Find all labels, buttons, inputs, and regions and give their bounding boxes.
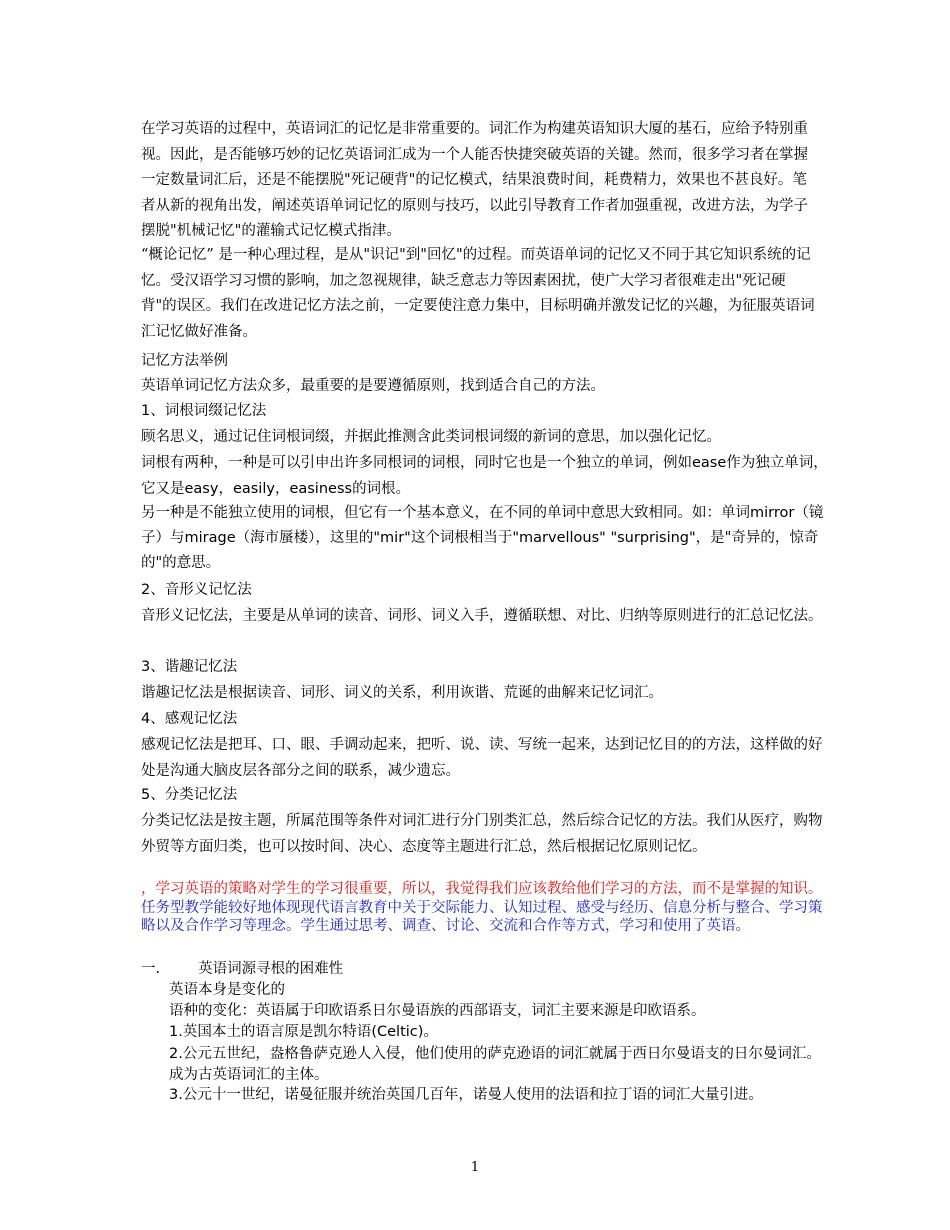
text-run: 公元十一世纪，诺曼征服并统治英国几百年，诺曼人使用的法语和拉丁语的词汇大量引进。 [182,1087,763,1103]
method-3-title: 谐趣记忆法 [164,659,238,675]
list-number: 3. [169,1087,183,1103]
text-run: 另一种是不能独立使用的词根，但它有一个基本意义，在不同的单词中意思大致相同。如：单词 [141,505,750,521]
section-1-lang: 语种的变化：英语属于印欧语系日尔曼语族的西部语支，词汇主要来源是印欧语系。 [169,1003,706,1019]
english-word: mirror [750,505,795,521]
list-number: 2. [169,1046,183,1062]
text-run: 的词根。 [352,481,411,497]
method-4-body: 感观记忆法是把耳、口、眼、手调动起来，把听、说、读、写统一起来，达到记忆目的的方法，这样做的好处是沟通大脑皮层各部分之间的联系，减少遗忘。 [141,737,823,779]
method-3-heading [141,654,831,680]
list-item-1 [141,1023,859,1042]
colored-paragraph [141,880,831,936]
list-item-2 [141,1044,831,1085]
method-1-title: 词根词缀记忆法 [164,403,267,419]
section-1-number: 一. [141,961,161,977]
method-4-number: 4、 [141,711,165,727]
red-text: ，学习英语的策略对学生的学习很重要，所以，我觉得我们应该教给他们学习的方法，而不是掌握的知识。 [141,881,823,897]
method-5-number: 5、 [141,787,165,803]
method-1-body-3 [141,501,831,576]
method-2-title: 音形义记忆法 [164,582,252,598]
method-4-title: 感观记忆法 [164,711,238,727]
blue-text: 任务型教学能较好地体现现代语言教育中关于交际能力、认知过程、感受与经历、信息分析与整合、学习策略以及合作学习等理念。学生通过思考、调查、讨论、交流和合作等方式，学习和使用了英语。 [141,899,823,934]
methods-heading: 记忆方法举例 [141,353,228,369]
method-5-title: 分类记忆法 [164,787,238,803]
list-item-3 [141,1086,859,1105]
text-run: 公元五世纪，盎格鲁萨克逊人入侵，他们使用的萨克逊语的词汇就属于西日尔曼语支的日尔曼词汇。成为古英语词汇的主体。 [169,1046,821,1083]
method-1-body-1: 顾名思义，通过记住词根词缀，并据此推测含此类词根词缀的新词的意思，加以强化记忆。 [141,429,721,445]
method-2-body: 音形义记忆法，主要是从单词的读音、词形、词义入手，遵循联想、对比、归纳等原则进行的汇总记忆法。 [141,608,823,624]
text-run: 是"奇异的，惊奇的"的意思。 [141,530,819,571]
english-word: "marvellous" "surprising"， [512,530,711,546]
method-1-body-2 [141,450,831,502]
text-run: 词根有两种，一种是可以引申出许多同根词的词根，同时它也是一个独立的单词，例如 [141,455,692,471]
english-word: easy，easily，easiness [184,481,353,497]
section-1-title: 英语词源寻根的困难性 [198,961,344,977]
method-1-heading [141,398,831,424]
text-run: （海市蜃楼），这里的 [235,530,374,546]
text-run: 这个词根相当于 [410,530,513,546]
section-1-heading [141,960,831,979]
method-1-number: 1、 [141,403,165,419]
text-run: 。 [423,1024,438,1040]
section-1-sub: 英语本身是变化的 [169,982,285,998]
list-number: 1. [169,1024,183,1040]
method-5-body: 分类记忆法是按主题，所属范围等条件对词汇进行分门别类汇总，然后综合记忆的方法。我们从医疗，购物外贸等方面归类，也可以按时间、决心、态度等主题进行汇总，然后根据记忆原则记忆。 [141,813,823,855]
english-word: mirage [184,530,236,546]
intro-paragraph-2: “概论记忆” 是一种心理过程，是从"识记"到"回忆"的过程。而英语单词的记忆又不同于其它知识系统的记忆。受汉语学习习惯的影响，加之忽视规律，缺乏意志力等因素困扰，使广大学习者很难走出"死记硬背"的误区。我们在改进记忆方法之前，一定要使注意力集中，目标明确并激发记忆的兴趣，为征服英语词汇记忆做好准备。 [141,247,815,340]
method-2-heading [141,577,831,603]
method-3-number: 3、 [141,659,165,675]
english-word: (Celtic) [371,1024,424,1040]
english-word: "mir" [373,530,411,546]
text-run: 作为独立单词，它又是 [141,455,828,497]
methods-lead: 英语单词记忆方法众多，最重要的是要遵循原则，找到适合自己的方法。 [141,378,605,394]
text-run: （镜子）与 [141,505,824,546]
english-word: ease [692,455,727,471]
text-run: 英国本土的语言原是凯尔特语 [182,1024,372,1040]
page-number: 1 [470,1160,480,1175]
intro-paragraph-1: 在学习英语的过程中，英语词汇的记忆是非常重要的。词汇作为构建英语知识大厦的基石，应给予特别重视。因此，是否能够巧妙的记忆英语词汇成为一个人能否快捷突破英语的关键。然而，很多学习者在掌握一定数量词汇后，还是不能摆脱"死记硬背"的记忆模式，结果浪费时间，耗费精力，效果也不甚良好。笔者从新的视角出发，阐述英语单词记忆的原则与技巧，以此引导教育工作者加强重视，改进方法，为学子摆脱"机械记忆"的灌输式记忆模式指津。 [141,121,808,239]
method-3-body: 谐趣记忆法是根据读音、词形、词义的关系，利用诙谐、荒诞的曲解来记忆词汇。 [141,685,663,701]
method-2-number: 2、 [141,582,165,598]
method-4-heading [141,706,831,732]
method-5-heading [141,782,831,808]
